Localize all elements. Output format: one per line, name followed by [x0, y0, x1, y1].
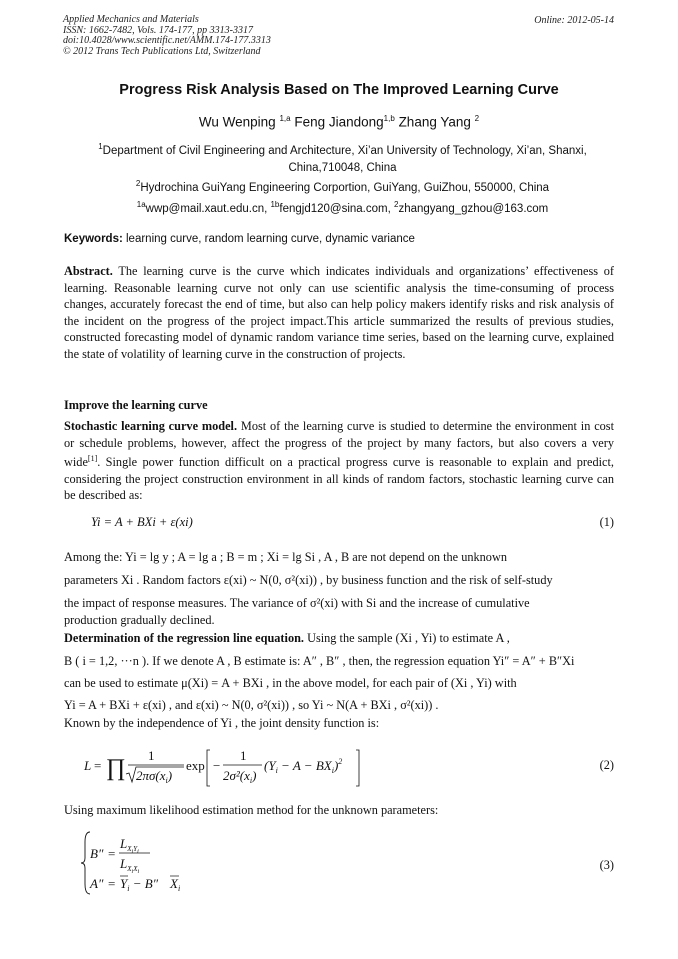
- keywords: [64, 233, 415, 245]
- body-line: Known by the independence of Yi , the joint density function is:: [64, 716, 380, 730]
- svg-text:(Yi − A − BXi)2: $(Y_i - A - BX_i)^2$: [264, 757, 343, 775]
- equation-3-number: (3): [599, 858, 614, 872]
- author-name: Wu Wenping: [198, 114, 276, 130]
- svg-text:=: =: [108, 846, 116, 861]
- equation-1-number: (1): [599, 515, 614, 529]
- svg-text:Yi − B″: $Y_i - B''$: [120, 876, 159, 893]
- email-sup: 1b: [270, 200, 280, 209]
- online-date: Online: 2012-05-14: [534, 15, 614, 26]
- body-line: can be used to estimate μ(Xi) = A + BXi , in the above model, for each pair of (Xi , Yi) with: [64, 676, 517, 690]
- svg-text:−: −: [213, 758, 221, 773]
- svg-text:=: =: [108, 876, 116, 891]
- body-line: parameters Xi . Random factors ε(xi) ~ N(0, σ²(xi)) , by business function and the risk of self-study: [64, 573, 553, 587]
- body-line: the impact of response measures. The variance of σ²(xi) with Si and the increase of cumulative: [64, 596, 530, 610]
- keywords-label: Keywords:: [64, 233, 123, 245]
- section-heading: Improve the learning curve: [64, 398, 208, 412]
- svg-text:Xi: $X_i$: [170, 876, 181, 893]
- svg-text:1: 1: [148, 748, 155, 763]
- aff-sup: 2: [135, 179, 141, 188]
- stochastic-text-b: . Single power function difficult on a practical progress curve is reasonable to explain and predict, considering the project construction environment in all kinds of random factors, stochastic learning curve can be described as:: [64, 455, 614, 503]
- issn-line: ISSN: 1662-7482, Vols. 174-177, pp 3313-3317: [63, 24, 253, 36]
- journal-header: [63, 15, 271, 57]
- svg-text:exp: exp: [186, 758, 205, 773]
- abstract-label: Abstract.: [64, 264, 113, 278]
- email-link[interactable]: zhangyang_gzhou@163.com: [398, 202, 549, 215]
- email-link[interactable]: wwp@mail.xaut.edu.cn: [145, 202, 265, 215]
- affiliation-2: [70, 175, 615, 197]
- email-sup: 2: [394, 200, 399, 209]
- regression-label: Determination of the regression line equation.: [64, 631, 304, 645]
- author-name: Zhang Yang: [398, 114, 471, 130]
- author-list: [0, 114, 678, 130]
- affiliation-1: [70, 138, 615, 177]
- svg-text:LXiXi: $L_XiXi$: [120, 856, 140, 875]
- aff-text: Hydrochina GuiYang Engineering Corportion, GuiYang, GuiZhou, 550000, China: [140, 181, 550, 194]
- author-sup: 1,b: [383, 114, 395, 123]
- body-line: B ( i = 1,2, ···n ). If we denote A , B estimate is: A″ , B″ , then, the regression equation Yi″ = A″ + B″Xi: [64, 654, 575, 668]
- body-line: Among the: Yi = lg y ; A = lg a ; B = m ; Xi = lg Si , A , B are not depend on the unknown: [64, 550, 507, 564]
- svg-text:L: L: [84, 758, 92, 773]
- body-line: [64, 631, 614, 646]
- regression-text: Using the sample (Xi , Yi) to estimate A ,: [304, 631, 510, 645]
- paper-title: Progress Risk Analysis Based on The Improved Learning Curve: [119, 82, 559, 98]
- abstract: [64, 263, 614, 362]
- stochastic-text-a: Most of the learning curve is studied to determine the environment in cost or schedule problems, however, affect the progress of the project by many factors, but also covers a very wide: [64, 419, 614, 470]
- email-sup: 1a: [136, 200, 146, 209]
- equation-3: [80, 828, 220, 898]
- equation-2: [80, 742, 380, 792]
- svg-text:∏: ∏: [106, 755, 126, 781]
- svg-text:=: =: [94, 758, 102, 773]
- svg-text:1: 1: [240, 748, 247, 763]
- svg-text:2πσ(xi): $2\pi\sigma(x_i)$: [136, 768, 173, 785]
- abstract-text: The learning curve is the curve which indicates individuals and organizations’ effectiveness of learning. Reasonable learning curve not only can use scientific analysis the time-consuming of process changes, accurately forecast the end of time, but also can help policy makers identify risks and risk analysis of the incident on the progress of the project impact.This article summarized the results of previous studies, constructed forecasting model of dynamic random variance time series, based on the learning curve, explained the state of volatility of learning curve in the construction of projects.: [64, 264, 614, 361]
- equation-2-number: (2): [599, 758, 614, 772]
- aff-sup: 1: [98, 142, 103, 151]
- citation[interactable]: [1]: [87, 454, 98, 463]
- copyright-line: © 2012 Trans Tech Publications Ltd, Switzerland: [63, 45, 261, 57]
- svg-text:2σ²(xi): $2\sigma^2(x_i)$: [223, 768, 257, 785]
- author-sup: 2: [474, 114, 480, 123]
- stochastic-paragraph: [64, 418, 614, 504]
- stochastic-label: Stochastic learning curve model.: [64, 419, 238, 433]
- body-line: Yi = A + BXi + ε(xi) , and ε(xi) ~ N(0, σ²(xi)) , so Yi ~ N(A + BXi , σ²(xi)) .: [64, 698, 439, 712]
- svg-text:A″: A″: [90, 876, 104, 891]
- svg-text:B″: B″: [90, 846, 104, 861]
- body-line: production gradually declined.: [64, 613, 215, 627]
- keywords-text: learning curve, random learning curve, dynamic variance: [126, 233, 415, 245]
- aff-text: Department of Civil Engineering and Architecture, Xi’an University of Technology, Xi’an, Shanxi, China,710048, China: [102, 144, 587, 174]
- author-sup: 1,a: [279, 114, 291, 123]
- body-line: Using maximum likelihood estimation method for the unknown parameters:: [64, 803, 439, 817]
- journal-name: Applied Mechanics and Materials: [63, 14, 199, 25]
- doi-line: doi:10.4028/www.scientific.net/AMM.174-177.3313: [63, 35, 271, 46]
- svg-text:LXiYi: $L_XiYi$: [120, 836, 139, 855]
- author-name: Feng Jiandong: [294, 114, 384, 130]
- equation-1: Yi = A + BXi + ε(xi): [91, 515, 193, 529]
- email-line: $^{1a}$wwp@mail.xaut.edu.cn, $^{1b}$fengjd120@sina.com, $^2$zhangyang_gzhou@163.com: [136, 200, 549, 215]
- email-link[interactable]: fengjd120@sina.com: [279, 202, 388, 215]
